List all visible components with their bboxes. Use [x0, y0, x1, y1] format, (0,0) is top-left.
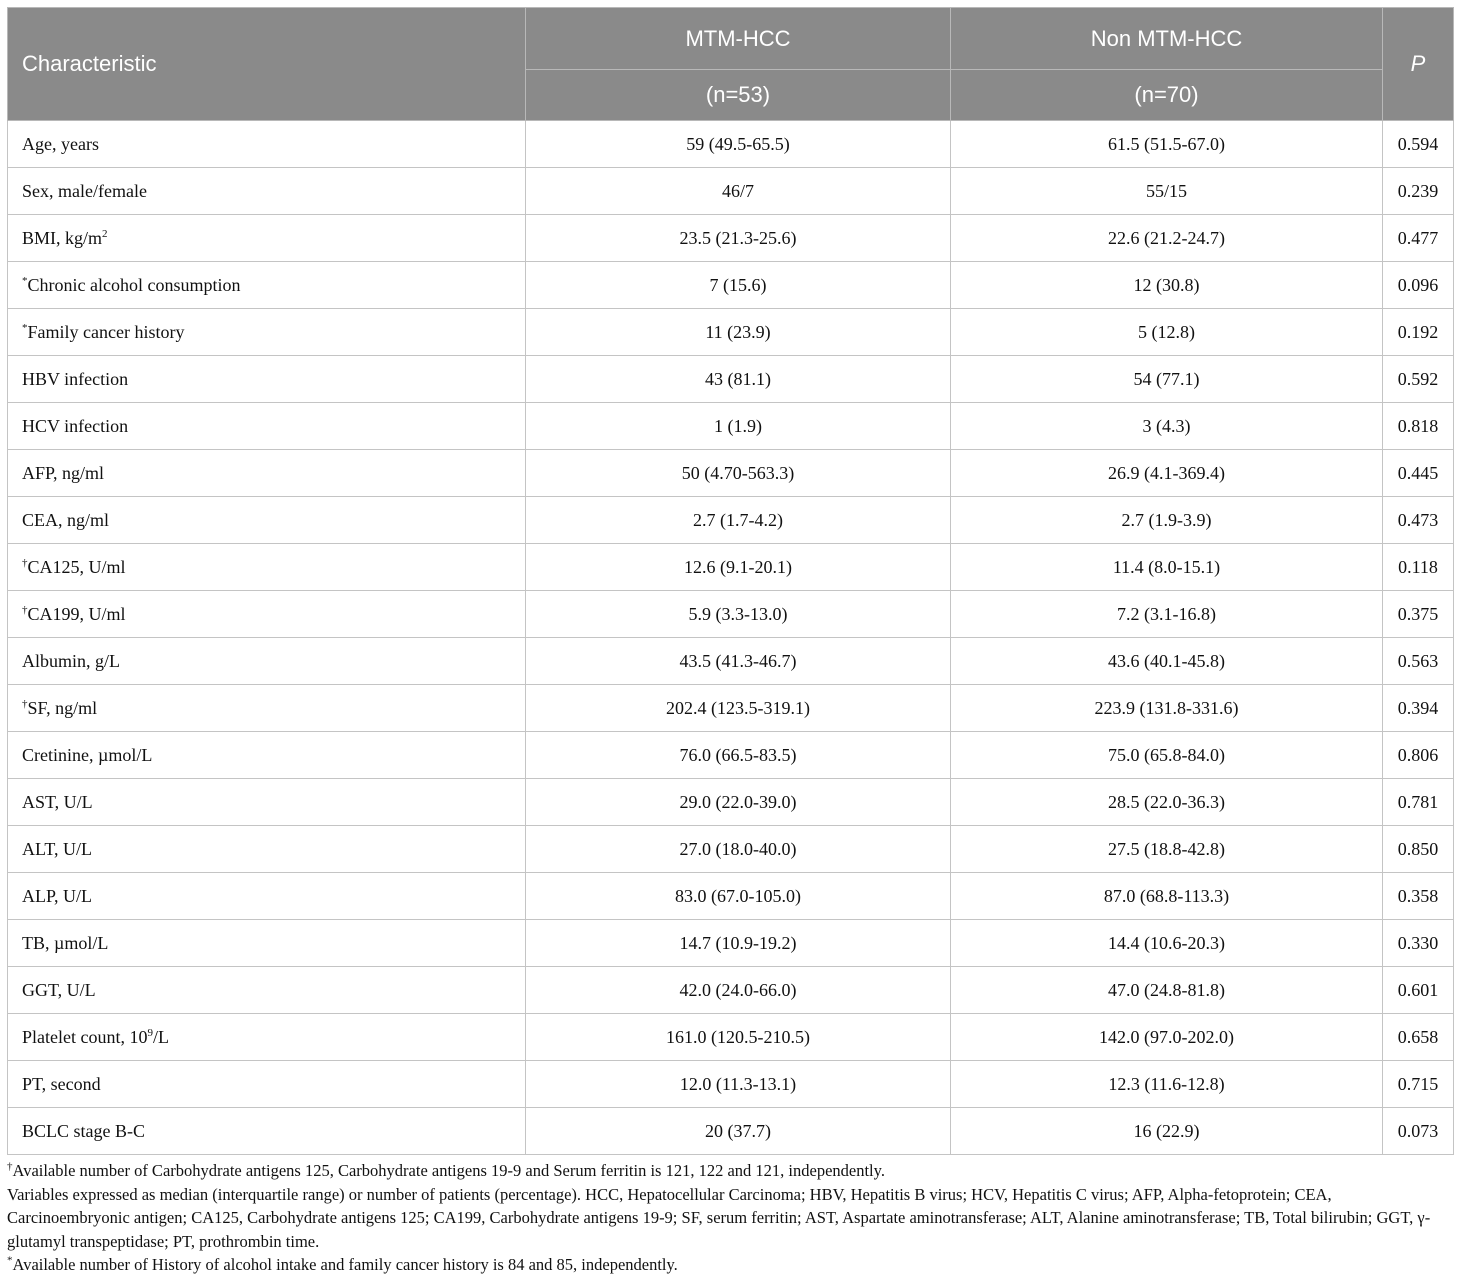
mtm-hcc-value: 14.7 (10.9-19.2) [526, 920, 951, 967]
non-mtm-hcc-value: 55/15 [951, 168, 1383, 215]
non-mtm-hcc-value: 2.7 (1.9-3.9) [951, 497, 1383, 544]
table-row [8, 1061, 1454, 1108]
non-mtm-hcc-value: 26.9 (4.1-369.4) [951, 450, 1383, 497]
row-label [8, 1061, 526, 1108]
mtm-hcc-value: 11 (23.9) [526, 309, 951, 356]
row-label [8, 544, 526, 591]
non-mtm-hcc-value: 22.6 (21.2-24.7) [951, 215, 1383, 262]
row-label [8, 826, 526, 873]
p-value: 0.330 [1383, 920, 1454, 967]
table-row [8, 779, 1454, 826]
row-label [8, 450, 526, 497]
row-label [8, 497, 526, 544]
header-mtm-hcc-n: (n=53) [526, 70, 951, 121]
row-label [8, 168, 526, 215]
mtm-hcc-value: 46/7 [526, 168, 951, 215]
p-value: 0.594 [1383, 121, 1454, 168]
table-row [8, 732, 1454, 779]
non-mtm-hcc-value: 47.0 (24.8-81.8) [951, 967, 1383, 1014]
p-value: 0.358 [1383, 873, 1454, 920]
row-footnote-mark: † [22, 556, 28, 569]
table-row [8, 873, 1454, 920]
header-characteristic: Characteristic [8, 8, 526, 121]
p-value: 0.592 [1383, 356, 1454, 403]
row-label [8, 732, 526, 779]
row-label-text: CA199, U/ml [27, 603, 126, 624]
non-mtm-hcc-value: 12.3 (11.6-12.8) [951, 1061, 1383, 1108]
mtm-hcc-value: 202.4 (123.5-319.1) [526, 685, 951, 732]
table-row [8, 591, 1454, 638]
p-value: 0.715 [1383, 1061, 1454, 1108]
row-label-suffix: /L [152, 1026, 169, 1047]
row-label [8, 873, 526, 920]
mtm-hcc-value: 1 (1.9) [526, 403, 951, 450]
mtm-hcc-value: 5.9 (3.3-13.0) [526, 591, 951, 638]
row-label-superscript: 2 [102, 227, 108, 240]
row-label-text: Chronic alcohol consumption [27, 274, 241, 295]
table-row [8, 356, 1454, 403]
row-label-text: Age, years [22, 133, 99, 154]
table-row [8, 638, 1454, 685]
row-label-text: GGT, U/L [22, 979, 96, 1000]
row-label-superscript: 9 [147, 1026, 153, 1039]
footnote-star [7, 1253, 1453, 1277]
row-label-text: ALT, U/L [22, 838, 92, 859]
non-mtm-hcc-value: 14.4 (10.6-20.3) [951, 920, 1383, 967]
row-footnote-mark: † [22, 603, 28, 616]
table-row [8, 826, 1454, 873]
row-label [8, 262, 526, 309]
row-label [8, 121, 526, 168]
p-value: 0.477 [1383, 215, 1454, 262]
footnote-dagger [7, 1159, 1453, 1183]
header-p-value: P [1383, 8, 1454, 121]
row-label-text: BMI, kg/m [22, 227, 103, 248]
table-row [8, 920, 1454, 967]
table-header [8, 8, 1454, 121]
mtm-hcc-value: 43 (81.1) [526, 356, 951, 403]
non-mtm-hcc-value: 12 (30.8) [951, 262, 1383, 309]
mtm-hcc-value: 161.0 (120.5-210.5) [526, 1014, 951, 1061]
p-value: 0.096 [1383, 262, 1454, 309]
mtm-hcc-value: 27.0 (18.0-40.0) [526, 826, 951, 873]
row-label-text: ALP, U/L [22, 885, 93, 906]
mtm-hcc-value: 12.6 (9.1-20.1) [526, 544, 951, 591]
mtm-hcc-value: 29.0 (22.0-39.0) [526, 779, 951, 826]
table-row [8, 1108, 1454, 1155]
table-row [8, 497, 1454, 544]
non-mtm-hcc-value: 142.0 (97.0-202.0) [951, 1014, 1383, 1061]
non-mtm-hcc-value: 27.5 (18.8-42.8) [951, 826, 1383, 873]
row-footnote-mark: * [22, 321, 28, 334]
row-label [8, 1014, 526, 1061]
table-row [8, 450, 1454, 497]
mtm-hcc-value: 76.0 (66.5-83.5) [526, 732, 951, 779]
characteristics-table [7, 7, 1454, 1155]
row-label-text: PT, second [22, 1073, 101, 1094]
mtm-hcc-value: 83.0 (67.0-105.0) [526, 873, 951, 920]
row-label-text: Sex, male/female [22, 180, 147, 201]
table-row [8, 262, 1454, 309]
row-label-text: Family cancer history [27, 321, 185, 342]
p-value: 0.850 [1383, 826, 1454, 873]
row-label-text: CA125, U/ml [27, 556, 126, 577]
row-label [8, 685, 526, 732]
table-body [8, 121, 1454, 1155]
row-label-text: TB, µmol/L [22, 932, 109, 953]
row-label-text: Albumin, g/L [22, 650, 120, 671]
p-value: 0.781 [1383, 779, 1454, 826]
footnote-abbreviations: Variables expressed as median (interquartile range) or number of patients (percentage). HCC, Hepatocellular Carcinoma; HBV, Hepatitis B virus; HCV, Hepatitis C virus; AFP, Alpha-fetoprotein; CEA, Carcinoembryonic antigen; CA125, Carbohydrate antigens 125; CA199, Carbohydrate antigens 19-9; SF, serum ferritin; AST, Aspartate aminotransferase; ALT, Alanine aminotransferase; TB, Total bilirubin; GGT, γ-glutamyl transpeptidase; PT, prothrombin time. [7, 1184, 1431, 1251]
row-label-text: HBV infection [22, 368, 129, 389]
header-mtm-hcc: MTM-HCC [526, 8, 951, 70]
row-footnote-mark: † [22, 697, 28, 710]
non-mtm-hcc-value: 87.0 (68.8-113.3) [951, 873, 1383, 920]
non-mtm-hcc-value: 5 (12.8) [951, 309, 1383, 356]
mtm-hcc-value: 2.7 (1.7-4.2) [526, 497, 951, 544]
non-mtm-hcc-value: 3 (4.3) [951, 403, 1383, 450]
p-value: 0.445 [1383, 450, 1454, 497]
row-label-text: AFP, ng/ml [22, 462, 105, 483]
row-label [8, 779, 526, 826]
p-value: 0.473 [1383, 497, 1454, 544]
table-footnotes [7, 1159, 1453, 1277]
table-row [8, 309, 1454, 356]
row-label [8, 967, 526, 1014]
mtm-hcc-value: 20 (37.7) [526, 1108, 951, 1155]
mtm-hcc-value: 43.5 (41.3-46.7) [526, 638, 951, 685]
p-value: 0.394 [1383, 685, 1454, 732]
header-non-mtm-hcc-n: (n=70) [951, 70, 1383, 121]
non-mtm-hcc-value: 7.2 (3.1-16.8) [951, 591, 1383, 638]
table-row [8, 967, 1454, 1014]
non-mtm-hcc-value: 28.5 (22.0-36.3) [951, 779, 1383, 826]
footnote-dagger-text: Available number of Carbohydrate antigens 125, Carbohydrate antigens 19-9 and Serum ferritin is 121, 122 and 121, independently. [12, 1161, 885, 1180]
non-mtm-hcc-value: 43.6 (40.1-45.8) [951, 638, 1383, 685]
mtm-hcc-value: 12.0 (11.3-13.1) [526, 1061, 951, 1108]
p-value: 0.375 [1383, 591, 1454, 638]
mtm-hcc-value: 7 (15.6) [526, 262, 951, 309]
table-container [7, 7, 1453, 1277]
table-row [8, 168, 1454, 215]
p-value: 0.818 [1383, 403, 1454, 450]
row-label [8, 638, 526, 685]
star-mark: * [7, 1254, 13, 1267]
non-mtm-hcc-value: 61.5 (51.5-67.0) [951, 121, 1383, 168]
table-row [8, 1014, 1454, 1061]
p-value: 0.118 [1383, 544, 1454, 591]
row-label [8, 215, 526, 262]
header-non-mtm-hcc: Non MTM-HCC [951, 8, 1383, 70]
row-label-text: Platelet count, 10 [22, 1026, 148, 1047]
mtm-hcc-value: 50 (4.70-563.3) [526, 450, 951, 497]
row-label-text: BCLC stage B-C [22, 1120, 146, 1141]
mtm-hcc-value: 59 (49.5-65.5) [526, 121, 951, 168]
non-mtm-hcc-value: 16 (22.9) [951, 1108, 1383, 1155]
table-row [8, 685, 1454, 732]
non-mtm-hcc-value: 223.9 (131.8-331.6) [951, 685, 1383, 732]
row-label-text: CEA, ng/ml [22, 509, 110, 530]
mtm-hcc-value: 42.0 (24.0-66.0) [526, 967, 951, 1014]
table-row [8, 121, 1454, 168]
row-label-text: Cretinine, µmol/L [22, 744, 153, 765]
p-value: 0.192 [1383, 309, 1454, 356]
non-mtm-hcc-value: 75.0 (65.8-84.0) [951, 732, 1383, 779]
p-value: 0.073 [1383, 1108, 1454, 1155]
row-label-text: SF, ng/ml [27, 697, 98, 718]
row-label [8, 591, 526, 638]
table-row [8, 403, 1454, 450]
p-value: 0.601 [1383, 967, 1454, 1014]
row-label-text: AST, U/L [22, 791, 93, 812]
row-label [8, 920, 526, 967]
row-footnote-mark: * [22, 274, 28, 287]
non-mtm-hcc-value: 11.4 (8.0-15.1) [951, 544, 1383, 591]
row-label-text: HCV infection [22, 415, 129, 436]
row-label [8, 356, 526, 403]
non-mtm-hcc-value: 54 (77.1) [951, 356, 1383, 403]
p-value: 0.658 [1383, 1014, 1454, 1061]
mtm-hcc-value: 23.5 (21.3-25.6) [526, 215, 951, 262]
p-value: 0.563 [1383, 638, 1454, 685]
row-label [8, 309, 526, 356]
table-row [8, 544, 1454, 591]
table-row [8, 215, 1454, 262]
p-value: 0.806 [1383, 732, 1454, 779]
dagger-mark: † [7, 1160, 13, 1173]
footnote-star-text: Available number of History of alcohol intake and family cancer history is 84 and 85, independently. [12, 1255, 678, 1274]
row-label [8, 403, 526, 450]
row-label [8, 1108, 526, 1155]
p-value: 0.239 [1383, 168, 1454, 215]
